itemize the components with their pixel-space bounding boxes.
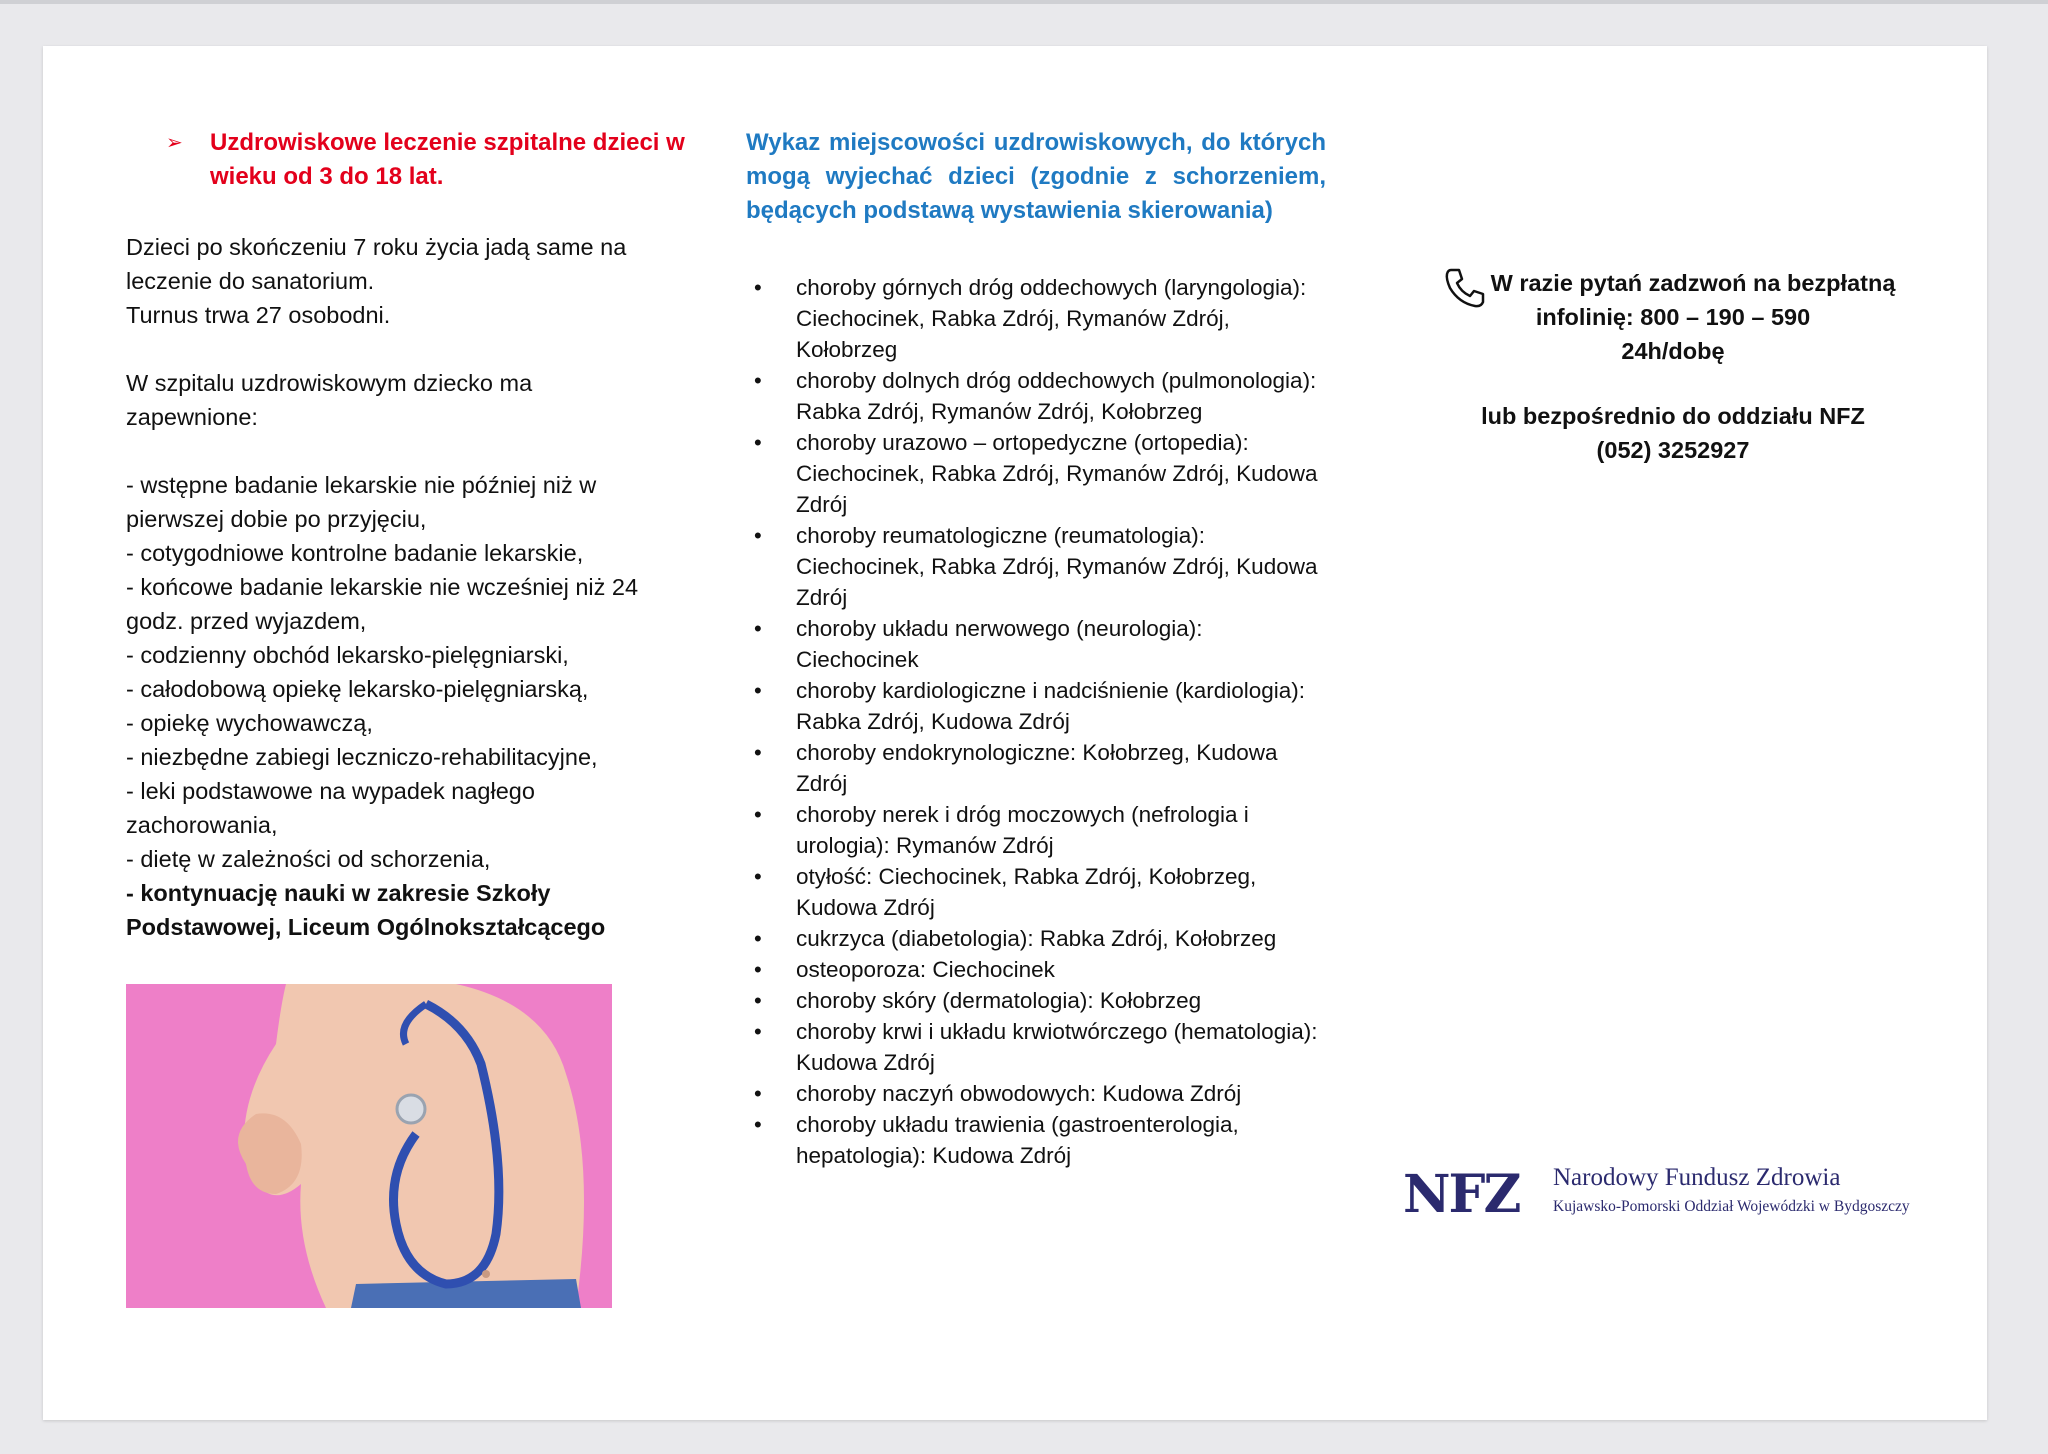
phone-icon	[1443, 266, 1487, 310]
provided-item: - niezbędne zabiegi leczniczo-rehabilitacyjne,	[126, 744, 598, 770]
provided-item: - cotygodniowe kontrolne badanie lekarskie,	[126, 540, 584, 566]
provided-item: - leki podstawowe na wypadek nagłego zachorowania,	[126, 778, 535, 838]
list-item: • choroby endokrynologiczne: Kołobrzeg, Kudowa Zdrój	[746, 737, 1326, 799]
column-middle	[746, 126, 1326, 1171]
list-item: • otyłość: Ciechocinek, Rabka Zdrój, Kołobrzeg, Kudowa Zdrój	[746, 861, 1326, 923]
provided-item: - dietę w zależności od schorzenia,	[126, 846, 491, 872]
list-item: • choroby naczyń obwodowych: Kudowa Zdrój	[746, 1078, 1326, 1109]
provided-item: - końcowe badanie lekarskie nie wcześniej niż 24 godz. przed wyjazdem,	[126, 574, 639, 634]
hotline-number: infolinię: 800 – 190 – 590	[1535, 304, 1811, 330]
dash: -	[126, 880, 141, 906]
provided-item: - całodobową opiekę lekarsko-pielęgniarską,	[126, 676, 589, 702]
list-item: • choroby dolnych dróg oddechowych (pulmonologia): Rabka Zdrój, Rymanów Zdrój, Kołobrzeg	[746, 365, 1326, 427]
hotline-hours: 24h/dobę	[1621, 338, 1725, 364]
list-item: • choroby urazowo – ortopedyczne (ortopedia): Ciechocinek, Rabka Zdrój, Rymanów Zdrój, Kudowa Zdrój	[746, 427, 1326, 520]
list-item: • choroby nerek i dróg moczowych (nefrologia i urologia): Rymanów Zdrój	[746, 799, 1326, 861]
turnus-line: Turnus trwa 27 osobodni.	[126, 302, 391, 328]
arrow-bullet-icon: ➢	[166, 132, 183, 154]
branch-contact-line: lub bezpośrednio do oddziału NFZ	[1481, 403, 1865, 429]
list-item: • choroby skóry (dermatologia): Kołobrzeg	[746, 985, 1326, 1016]
intro-paragraph: Dzieci po skończeniu 7 roku życia jadą same na leczenie do sanatorium.	[126, 234, 627, 294]
provided-item: - codzienny obchód lekarsko-pielęgniarski,	[126, 642, 569, 668]
bold-text: kontynuację nauki w zakresie Szkoły Podstawowej, Liceum Ogólnokształcącego	[126, 880, 606, 940]
provided-item: - opiekę wychowawczą,	[126, 710, 373, 736]
nfz-branch: Kujawsko-Pomorski Oddział Wojewódzki w Bydgoszczy	[1553, 1198, 1910, 1215]
branch-phone: (052) 3252927	[1596, 437, 1750, 463]
contact-line-1: W razie pytań zadzwoń na bezpłatną	[1490, 270, 1896, 296]
list-item: • choroby reumatologiczne (reumatologia): Ciechocinek, Rabka Zdrój, Rymanów Zdrój, Kudowa Zdrój	[746, 520, 1326, 613]
provided-intro: W szpitalu uzdrowiskowym dziecko ma zapewnione:	[126, 370, 533, 430]
provided-item: - wstępne badanie lekarskie nie później niż w pierwszej dobie po przyjęciu,	[126, 472, 597, 532]
red-heading-text: Uzdrowiskowe leczenie szpitalne dzieci w wieku od 3 do 18 lat.	[210, 129, 685, 190]
nfz-name: Narodowy Fundusz Zdrowia	[1553, 1164, 1841, 1191]
nfz-branding	[1403, 1156, 1963, 1236]
list-item: • choroby górnych dróg oddechowych (laryngologia): Ciechocinek, Rabka Zdrój, Rymanów Zdrój, Kołobrzeg	[746, 272, 1326, 365]
list-item: • choroby układu nerwowego (neurologia): Ciechocinek	[746, 613, 1326, 675]
list-item: • choroby krwi i układu krwiotwórczego (hematologia): Kudowa Zdrój	[746, 1016, 1326, 1078]
list-item: • osteoporoza: Ciechocinek	[746, 954, 1326, 985]
list-item: • choroby układu trawienia (gastroenterologia, hepatologia): Kudowa Zdrój	[746, 1109, 1326, 1171]
nfz-logo: NFZ	[1403, 1164, 1520, 1225]
child-stethoscope-illustration	[126, 984, 612, 1308]
viewer-top-bar	[0, 0, 2048, 4]
list-item: • cukrzyca (diabetologia): Rabka Zdrój, Kołobrzeg	[746, 923, 1326, 954]
list-item: • choroby kardiologiczne i nadciśnienie (kardiologia): Rabka Zdrój, Kudowa Zdrój	[746, 675, 1326, 737]
blue-heading: Wykaz miejscowości uzdrowiskowych, do których mogą wyjechać dzieci (zgodnie z schorzeniem, będących podstawą wystawienia skierowania)	[746, 129, 1326, 224]
provided-list	[126, 468, 666, 944]
red-heading	[126, 126, 686, 194]
child-stethoscope-photo	[126, 984, 612, 1308]
provided-item-bold	[126, 876, 646, 944]
column-left	[126, 126, 686, 944]
contact-block	[1383, 266, 1963, 467]
leaflet-page	[43, 46, 1987, 1420]
spa-disease-list	[746, 272, 1326, 1171]
